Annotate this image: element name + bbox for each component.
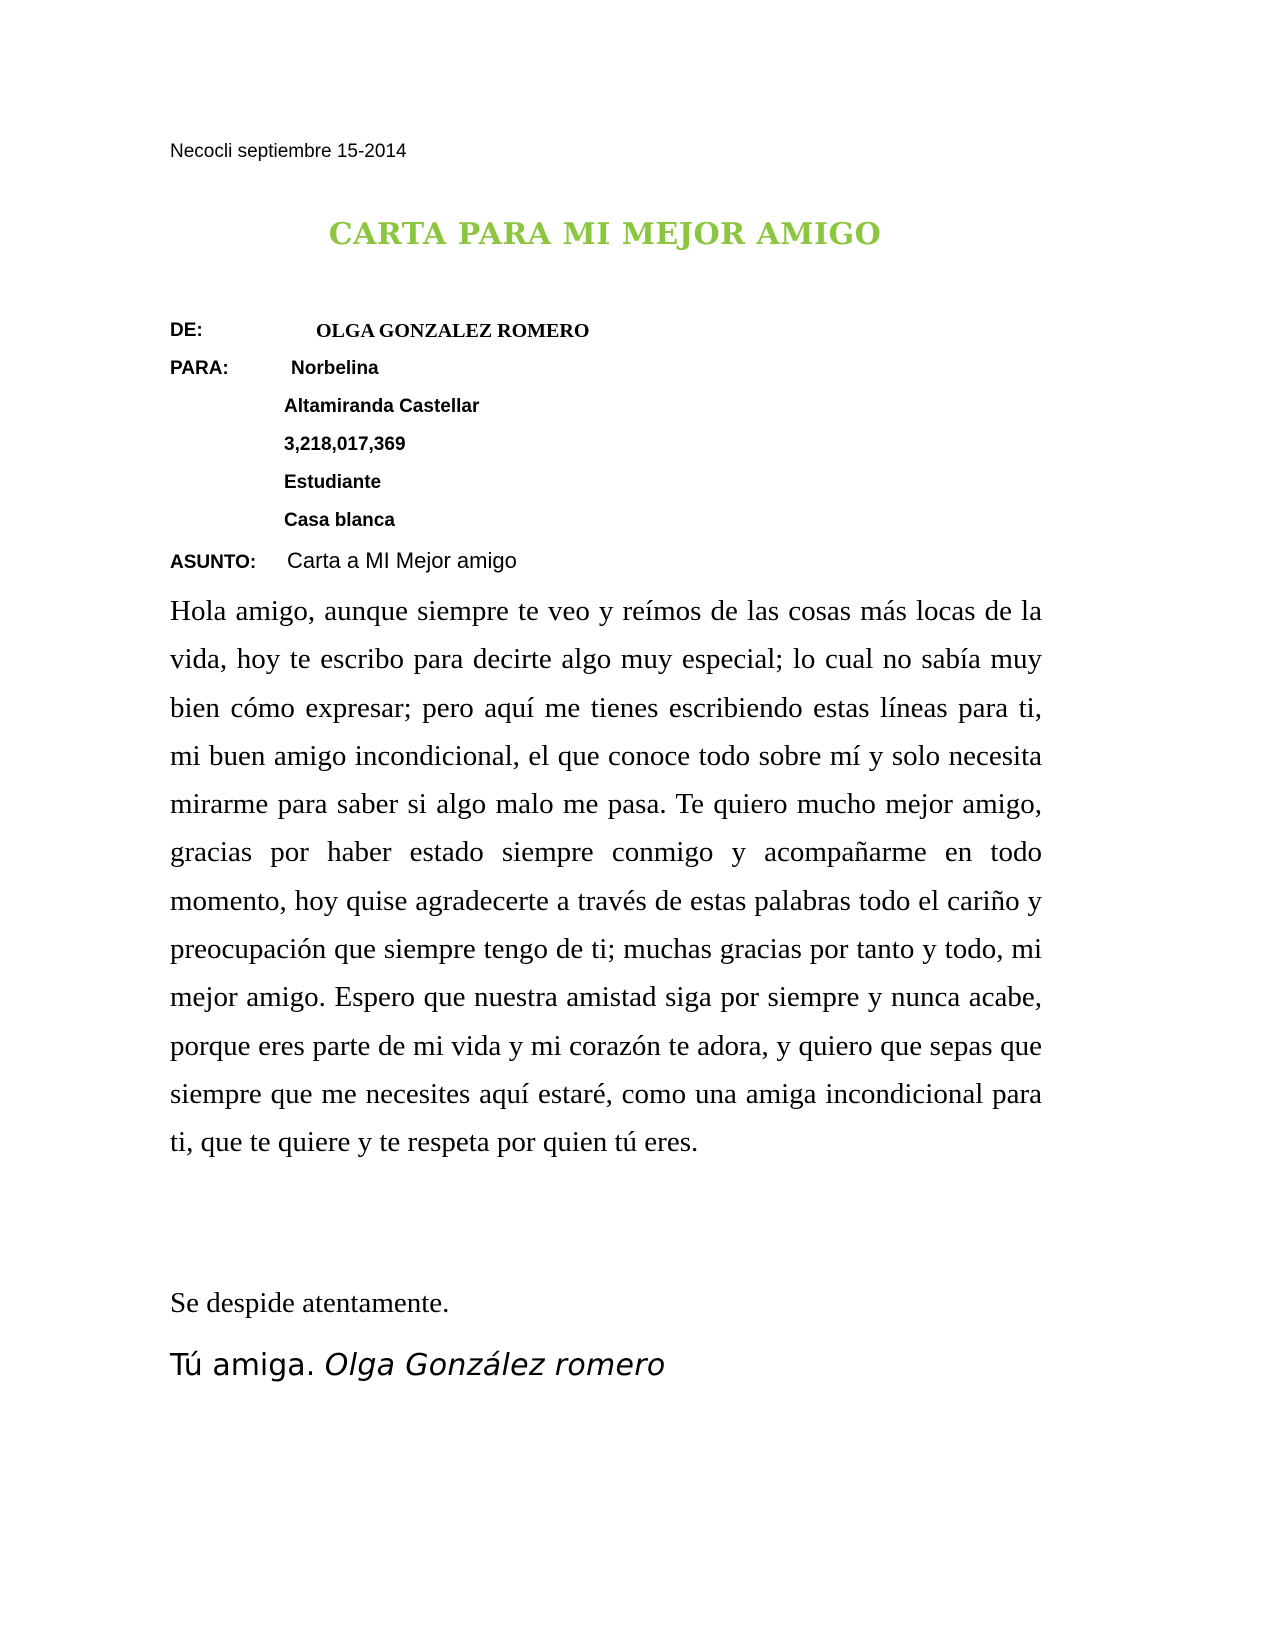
asunto-value: Carta a MI Mejor amigo [287,548,517,573]
closing-line: Se despide atentamente. [170,1287,450,1319]
asunto-label: ASUNTO: [170,552,257,573]
letter-body: Hola amigo, aunque siempre te veo y reímos de las cosas más locas de la vida, hoy te escribo para decirte algo muy especial; lo cual no sabía muy bien cómo expresar; pero aquí me tienes escribiendo estas líneas para ti, mi buen amigo incondicional, el que conoce todo sobre mí y solo necesita mirarme para saber si algo malo me pasa. Te quiero mucho mejor amigo, gracias por haber estado siempre conmigo y acompañarme en todo momento, hoy quise agradecerte a través de estas palabras todo el cariño y preocupación que siempre tengo de ti; muchas gracias por tanto y todo, mi mejor amigo. Espero que nuestra amistad siga por siempre y nunca acabe, porque eres parte de mi vida y mi corazón te adora, y quiero que sepas que siempre que me necesites aquí estaré, como una amiga incondicional para ti, que te quiere y te respeta por quien tú eres. [170,595,1042,1159]
para-line-occupation: Estudiante [284,472,382,493]
dateline: Necocli septiembre 15-2014 [170,141,407,162]
para-line-surname: Altamiranda Castellar [284,396,480,417]
signature-line [170,1345,666,1387]
para-line-place: Casa blanca [284,510,395,531]
para-line-name: Norbelina [291,358,379,379]
signature-prefix: Tú amiga. [170,1348,316,1383]
letter-title: CARTA PARA MI MEJOR AMIGO [328,217,882,252]
para-label: PARA: [170,358,229,379]
signature-name: Olga González romero [324,1348,666,1383]
para-line-phone: 3,218,017,369 [284,434,406,455]
de-label: DE: [170,320,203,341]
de-value: OLGA GONZALEZ ROMERO [316,320,590,342]
